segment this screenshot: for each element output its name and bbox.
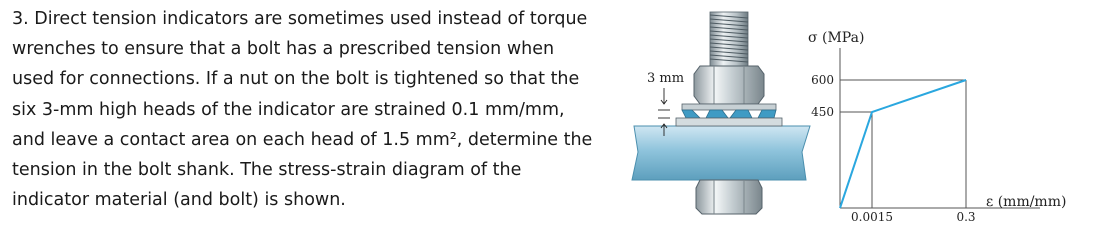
problem-statement: [12, 4, 612, 215]
bolt-illustration: [632, 12, 810, 214]
nut: [694, 66, 764, 104]
y-axis-label: σ (MPa): [808, 30, 865, 46]
problem-line: wrenches to ensure that a bolt has a prescribed tension when: [12, 39, 555, 60]
indicator-base: [676, 118, 782, 126]
problem-line: tension in the bolt shank. The stress-strain diagram of the: [12, 160, 522, 181]
x-tick-label-00015: 0.0015: [851, 210, 893, 224]
bolt-head: [696, 180, 762, 214]
problem-line: and leave a contact area on each head of 1.5 mm², determine the: [12, 129, 593, 150]
y-tick-label-600: 600: [811, 73, 834, 87]
dimension-label: 3 mm: [647, 71, 685, 86]
plate: [632, 126, 810, 180]
washer: [682, 104, 776, 110]
problem-line: six 3-mm high heads of the indicator are strained 0.1 mm/mm,: [12, 99, 565, 120]
x-axis-label: ε (mm/mm): [986, 194, 1067, 210]
stress-strain-curve: [840, 80, 966, 208]
problem-line: indicator material (and bolt) is shown.: [12, 190, 346, 211]
y-tick-label-450: 450: [811, 105, 834, 119]
problem-line: 3. Direct tension indicators are sometimes used instead of torque: [12, 9, 588, 29]
problem-line: used for connections. If a nut on the bolt is tightened so that the: [12, 69, 580, 90]
stress-strain-chart: [808, 30, 1066, 224]
figure: [630, 0, 1100, 250]
x-tick-label-03: 0.3: [956, 210, 976, 224]
bolt-and-chart-figure: [630, 0, 1100, 250]
bolt-thread: [710, 12, 748, 68]
indicator-heads: [682, 110, 776, 118]
